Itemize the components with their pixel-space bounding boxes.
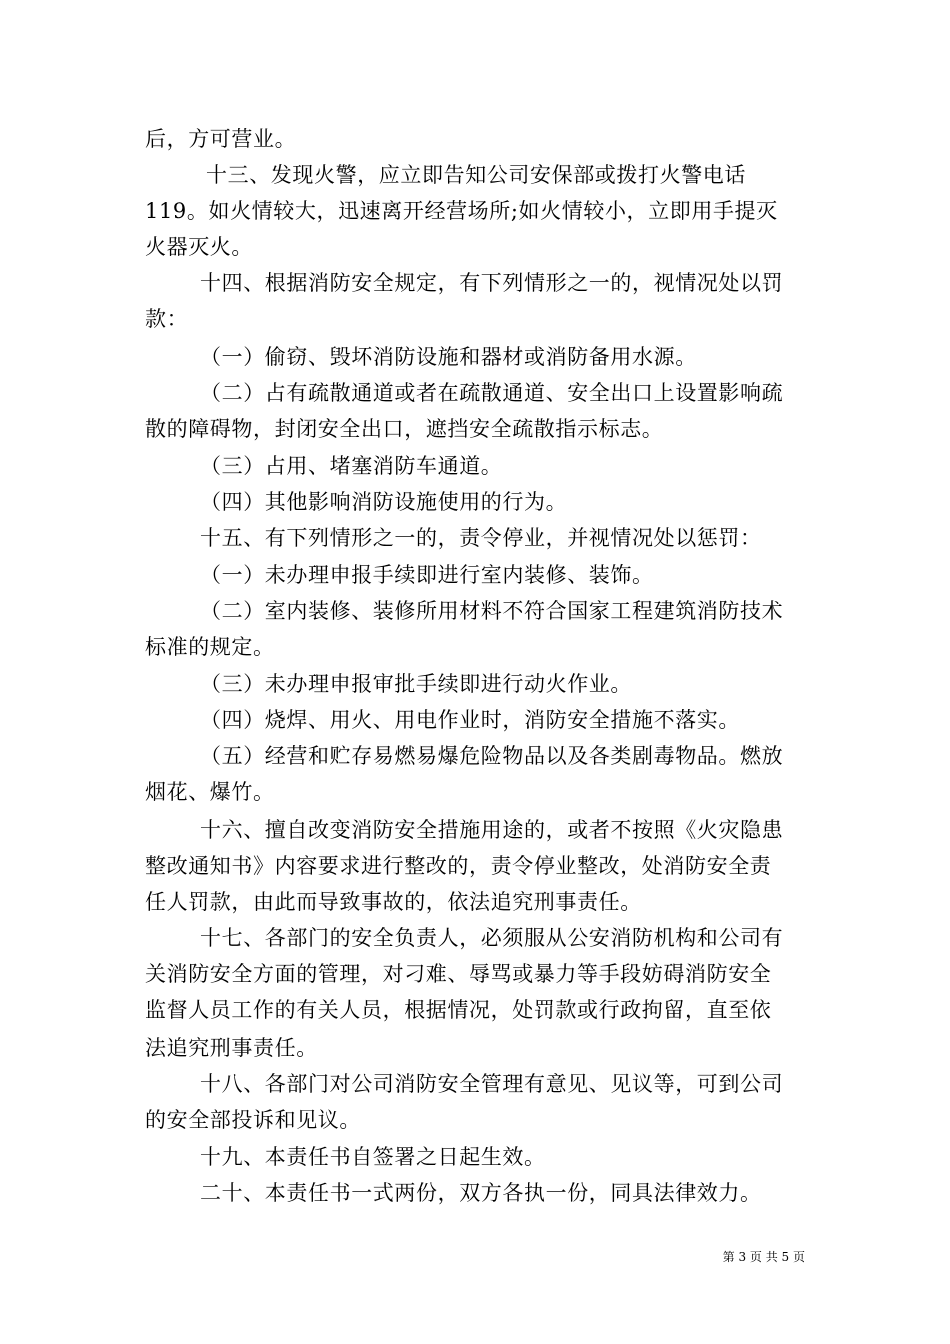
text-line: 十六、擅自改变消防安全措施用途的，或者不按照《火灾隐患 [200, 818, 784, 842]
text-line: 法追究刑事责任。 [145, 1036, 318, 1060]
text-line: 后，方可营业。 [145, 127, 297, 151]
page-number-footer: 第 3 页 共 5 页 [722, 1250, 805, 1264]
text-line: （五）经营和贮存易燃易爆危险物品以及各类剧毒物品。燃放 [200, 744, 784, 768]
text-line: 整改通知书》内容要求进行整改的，责令停业整改，处消防安全责 [145, 854, 772, 878]
text-line: 十九、本责任书自签署之日起生效。 [200, 1145, 546, 1169]
text-line: （四）其他影响消防设施使用的行为。 [200, 490, 568, 514]
text-line: （一）偷窃、毁坏消防设施和器材或消防备用水源。 [200, 345, 697, 369]
text-line: （一）未办理申报手续即进行室内装修、装饰。 [200, 563, 654, 587]
text-line: （二）室内装修、装修所用材料不符合国家工程建筑消防技术 [200, 599, 784, 623]
text-line: 火器灭火。 [145, 235, 253, 259]
text-line: 标准的规定。 [145, 635, 275, 659]
text-line: 的安全部投诉和见议。 [145, 1108, 361, 1132]
text-line: （四）烧焊、用火、用电作业时，消防安全措施不落实。 [200, 708, 740, 732]
text-line: （二）占有疏散通道或者在疏散通道、安全出口上设置影响疏 [200, 381, 784, 405]
text-line: 十八、各部门对公司消防安全管理有意见、见议等，可到公司 [200, 1072, 784, 1096]
text-line: 监督人员工作的有关人员，根据情况，处罚款或行政拘留，直至依 [145, 998, 772, 1022]
text-line: 十五、有下列情形之一的，责令停业，并视情况处以惩罚： [200, 526, 762, 550]
text-line: 款： [145, 307, 189, 331]
text-line: 119。如火情较大，迅速离开经营场所;如火情较小，立即用手提灭 [145, 199, 778, 223]
text-line: 十七、各部门的安全负责人，必须服从公安消防机构和公司有 [200, 926, 784, 950]
text-line: 二十、本责任书一式两份，双方各执一份，同具法律效力。 [200, 1181, 762, 1205]
text-line: 关消防安全方面的管理，对刁难、辱骂或暴力等手段妨碍消防安全 [145, 962, 772, 986]
text-line: （三）未办理申报审批手续即进行动火作业。 [200, 672, 632, 696]
text-line: （三）占用、堵塞消防车通道。 [200, 454, 503, 478]
text-line: 散的障碍物，封闭安全出口，遮挡安全疏散指示标志。 [145, 417, 664, 441]
text-line: 任人罚款，由此而导致事故的，依法追究刑事责任。 [145, 890, 642, 914]
text-line: 十四、根据消防安全规定，有下列情形之一的，视情况处以罚 [200, 271, 784, 295]
text-line: 十三、发现火警，应立即告知公司安保部或拨打火警电话 [206, 163, 746, 187]
text-line: 烟花、爆竹。 [145, 780, 275, 804]
